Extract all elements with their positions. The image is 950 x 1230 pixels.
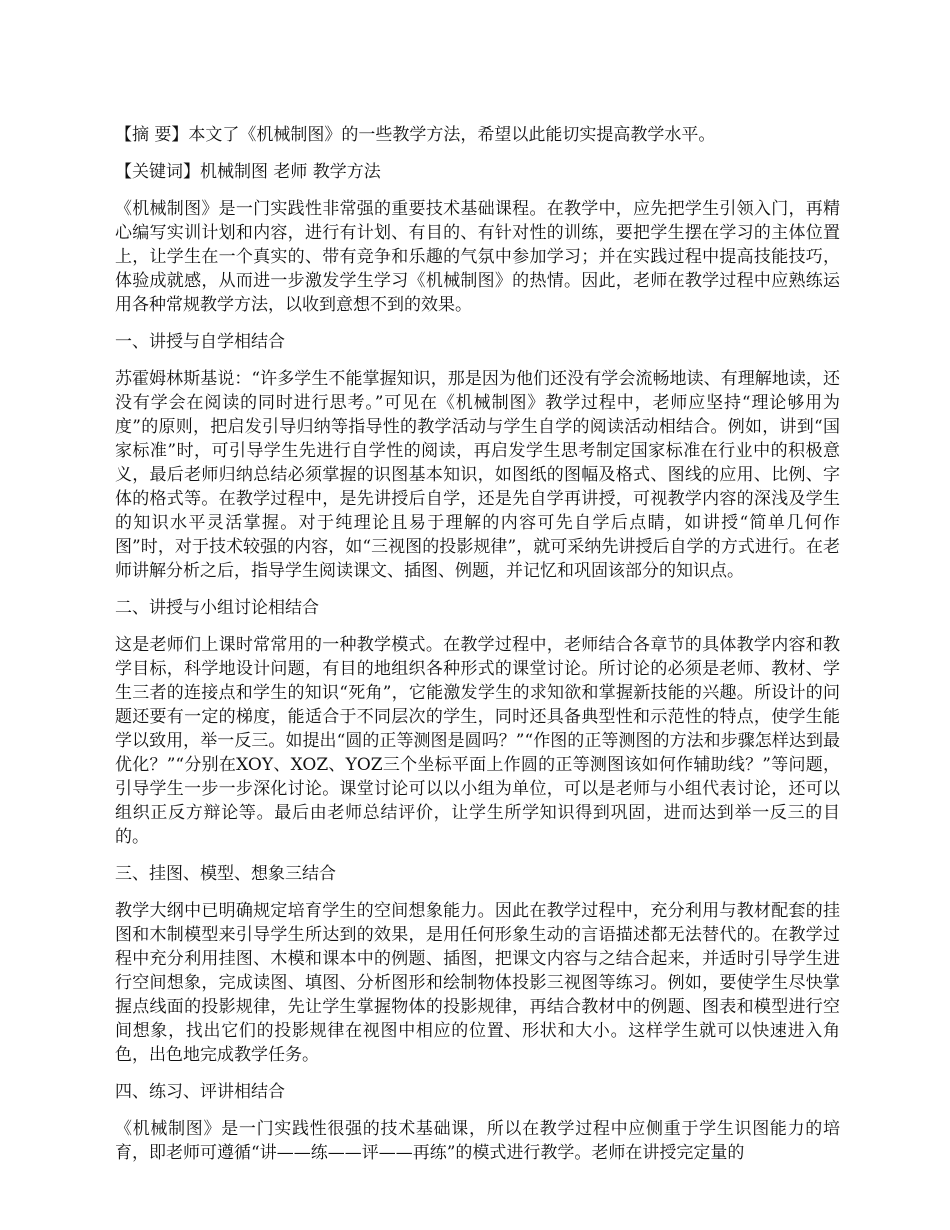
intro-paragraph: 《机械制图》是一门实践性非常强的重要技术基础课程。在教学中，应先把学生引领入门，再精心编写实训计划和内容，进行有计划、有目的、有针对性的训练，要把学生摆在学习的主体位置上，让学生在一个真实的、带有竞争和乐趣的气氛中参加学习；并在实践过程中提高技能技巧，体验成就感，从而进一步激发学生学习《机械制图》的热情。因此，老师在教学过程中应熟练运用各种常规教学方法，以收到意想不到的效果。 <box>115 199 840 315</box>
section-body-3: 教学大纲中已明确规定培育学生的空间想象能力。因此在教学过程中，充分利用与教材配套的挂图和木制模型来引导学生所达到的效果，是用任何形象生动的言语描述都无法替代的。在教学过程中充分利用挂图、木模和课本中的例题、插图，把课文内容与之结合起来，并适时引导学生进行空间想象，完成读图、填图、分析图形和绘制物体投影三视图等练习。例如，要使学生尽快掌握点线面的投影规律，先让学生掌握物体的投影规律，再结合教材中的例题、图表和模型进行空间想象，找出它们的投影规律在视图中相应的位置、形状和大小。这样学生就可以快速进入角色，出色地完成教学任务。 <box>115 901 840 1065</box>
section-heading-2: 二、讲授与小组讨论相结合 <box>115 598 319 618</box>
section-body-1: 苏霍姆林斯基说：“许多学生不能掌握知识，那是因为他们还没有学会流畅地读、有理解地读，还没有学会在阅读的同时进行思考。”可见在《机械制图》教学过程中，老师应坚持“理论够用为度”的原则，把启发引导归纳等指导性的教学活动与学生自学的阅读活动相结合。例如，讲到“国家标准”时，可引导学生先进行自学性的阅读，再启发学生思考制定国家标准在行业中的积极意义，最后老师归纳总结必须掌握的识图基本知识，如图纸的图幅及格式、图线的应用、比例、字体的格式等。在教学过程中，是先讲授后自学，还是先自学再讲授，可视教学内容的深浅及学生的知识水平灵活掌握。对于纯理论且易于理解的内容可先自学后点睛，如讲授“简单几何作图”时，对于技术较强的内容，如“三视图的投影规律”，就可采纳先讲授后自学的方式进行。在老师讲解分析之后，指导学生阅读课文、插图、例题，并记忆和巩固该部分的知识点。 <box>115 369 840 581</box>
section-heading-3: 三、挂图、模型、想象三结合 <box>115 864 336 884</box>
document-page <box>115 123 840 1178</box>
abstract: 【摘 要】本文了《机械制图》的一些教学方法，希望以此能切实提高教学水平。 <box>115 125 716 145</box>
section-heading-1: 一、讲授与自学相结合 <box>115 332 285 352</box>
section-body-2: 这是老师们上课时常常用的一种教学模式。在教学过程中，老师结合各章节的具体教学内容和教学目标，科学地设计问题，有目的地组织各种形式的课堂讨论。所讨论的必须是老师、教材、学生三者的连接点和学生的知识“死角”，它能激发学生的求知欲和掌握新技能的兴趣。所设计的问题还要有一定的梯度，能适合于不同层次的学生，同时还具备典型性和示范性的特点，使学生能学以致用，举一反三。如提出“圆的正等测图是圆吗？”“作图的正等测图的方法和步骤怎样达到最优化？”“分别在XOY、XOZ、YOZ三个坐标平面上作圆的正等测图该如何作辅助线？”等问题，引导学生一步一步深化讨论。课堂讨论可以以小组为单位，可以是老师与小组代表讨论，还可以组织正反方辩论等。最后由老师总结评价，让学生所学知识得到巩固，进而达到举一反三的目的。 <box>115 635 840 847</box>
section-body-4: 《机械制图》是一门实践性很强的技术基础课，所以在教学过程中应侧重于学生识图能力的培育，即老师可遵循“讲——练——评——再练”的模式进行教学。老师在讲授完定量的 <box>115 1119 840 1163</box>
section-heading-4: 四、练习、评讲相结合 <box>115 1082 285 1102</box>
keywords: 【关键词】机械制图 老师 教学方法 <box>115 162 381 182</box>
